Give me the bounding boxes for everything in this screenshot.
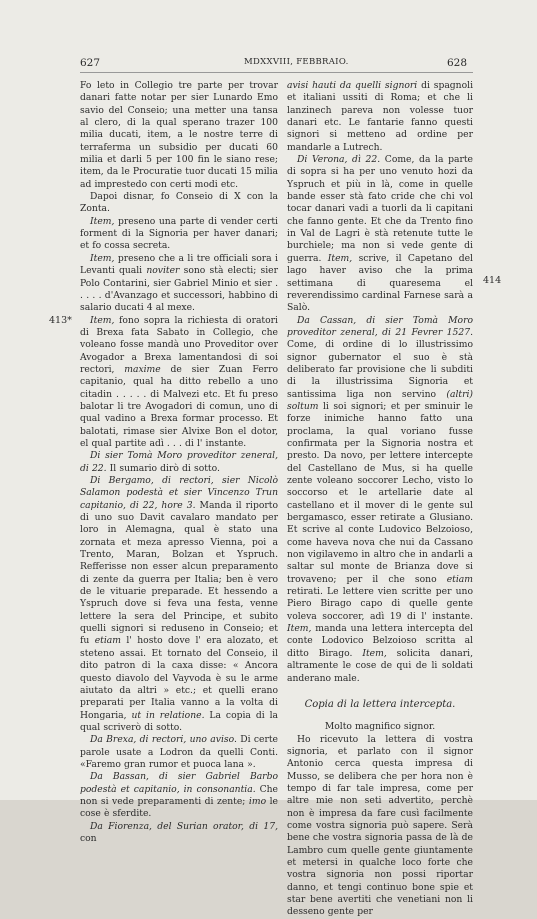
paragraph: Da Cassan, di sier Tomà Moro proveditor zeneral, di 21 Fevrer 1527. Come, di ordine di lo illustrissimo signor gubernator el suo è stà deliberato far provisione che li subditi di la illustrissima Signoria et santissima liga non servino (altri) soltum li soi signori; et per sminuir le forze inimiche hanno fatto una proclama, la qual voriano fusse confirmata per la Signoria nostra et presto. Da novo, per lettere intercepte del Castellano de Mus, si ha quelle zente voleano soccorer Lecho, visto lo soccorso et le artellarie date al castellano et il mover di le gente sul bergamasco, esser retirate a Glusiano. Et scrive al conte Ludovico Belzoioso, come haveva nova che nui da Cassano non vigilavemo in altro che in andarli a saltar sul monte de Brianza dove si trovaveno; per il che sono etiam retirati. Le lettere vien scritte per uno Piero Birago capo di quelle gente voleva soccorer, adì 19 di l' instante. Item, manda una lettera intercepta del conte Lodovico Belzoioso scritta al ditto Birago. Item, solicita danari, altramente le cose de qui de li soldati anderano male. — [287, 314, 473, 684]
paragraph: Item, fono sopra la richiesta di oratori di Brexa fata Sabato in Collegio, che voleano fosse mandà uno Proveditor over Avogador a Brexa lamentandosi di soi rectori, maxime de sier Zuan Ferro capitanio, qual ha ditto rebello a uno citadin . . . . . di Malvezi etc. Et fu preso balotar li tre Avogadori di comun, uno di qual vadino a Brexa formar processo. Et balotati, rimase sier Alvixe Bon el dotor, el qual partite adì . . . di l' instante. — [80, 314, 278, 449]
left-margin-note: 413* — [49, 315, 72, 326]
paragraph: Da Fiorenza, del Surian orator, di 17, con — [80, 820, 278, 844]
right-page-number: 628 — [447, 57, 468, 69]
paragraph: Item, preseno una parte di vender certi forment di la Signoria per haver danari; et fo cossa secreta. — [80, 215, 278, 252]
paragraph: Ho ricevuto la lettera di vostra signoria, et parlato con il signor Antonio cerca questa impresa di Musso, se delibera che per hora non è tempo di far tale impresa, come per altre mie non seti advertito, perchè non è impresa da fare cusì facilmente come vostra signoria può sapere. Serà bene che vostra signoria passa de là de Lambro cum quelle gente giuntamente et metersi in qualche loco forte che vostra signoria non possi riportar danno, et tengi continuo bone spie et star bene avertiti che venetiani non li desseno gente per — [287, 733, 473, 918]
right-margin-note: 414 — [483, 275, 502, 286]
running-title: MDXXVIII, FEBBRAIO. — [244, 57, 349, 67]
paragraph: Item, preseno che a li tre officiali sora i Levanti quali noviter sono stà electi; sier Polo Contarini, sier Gabriel Minio et sier . . . . . d'Avanzago et successori, habbino di salario ducati 4 al mexe. — [80, 252, 278, 314]
paragraph: Di sier Tomà Moro proveditor zeneral, di 22. Il sumario dirò di sotto. — [80, 450, 278, 474]
salutation: Molto magnifico signor. — [324, 721, 436, 733]
paragraph: Da Bassan, di sier Gabriel Barbo podestà et capitanio, in consonantia. Che non si vede preparamenti di zente; imo le cose è sferdite. — [80, 771, 278, 820]
header-rule — [80, 72, 473, 73]
paragraph: Di Bergamo, di rectori, sier Nicolò Salamon podestà et sier Vincenzo Trun capitanio, di 22, hore 3. Manda il riporto di uno suo Davit cavalaro mandato per loro in Alemagna, qual è stato una zornata et meza apresso Vienna, poi a Trento, Maran, Bolzan et Yspruch. Refferisse non esser alcun preparamento di zente da guerra per Italia; ben è vero de le vituarie preparade. Et hessendo a Yspruch dove si feva una festa, venne lettere la sera del Principe, et subito quelli signori si reduseno in Conseio; et fu etiam l' hosto dove l' era alozato, et steteno assai. Et tornato del Conseio, il dito patron di la caxa disse: « Ancora questo diavolo del Vayvoda è su le arme aiutato da altri » etc.; et quelli erano preparati per Italia vanno a la volta di Hongaria, ut in relatione. La copia di la qual scriverò di sotto. — [80, 475, 279, 733]
right-column — [287, 80, 473, 919]
letter-title: Copia di la lettera intercepta. — [304, 698, 456, 710]
paragraph: Fo leto in Collegio tre parte per trovar danari fatte notar per sier Lunardo Emo savio del Conseio; una metter una tansa al clero, di la qual sperano trazer 100 milia ducati, item, a le nostre terre di terraferma un subsidio per ducati 60 milia et darli 5 per 100 fin le siano rese; item, da le Procuratie tuor ducati 15 milia ad imprestedo con certi modi etc. — [80, 80, 278, 190]
paragraph: Da Brexa, di rectori, uno aviso. Di certe parole usate a Lodron da quelli Conti. «Faremo gran rumor et puoca lana ». — [80, 734, 278, 770]
paragraph: avisi hauti da quelli signori di spagnoli et italiani ussiti di Roma; et che li lanzinech pareva non volesse tuor danari etc. Le fantarie fanno questi signori si metteno ad ordine per mandarle a Lutrech. — [287, 80, 474, 153]
paragraph: Dapoi disnar, fo Conseio di X con la Zonta. — [80, 191, 278, 215]
left-column — [80, 80, 278, 845]
left-page-number: 627 — [80, 57, 101, 69]
paragraph: Di Verona, dì 22. Come, da la parte di sopra si ha per uno venuto hozi da Yspruch et più in là, come in quelle bande esser stà fato cride che chi vol tocar danari vadi a tuorli da li capitani che fanno gente. Et che da Trento fino in Val de Lagri è stà retenute tutte le burchiele; ma non si vede gente di guerra. Item, scrive, il Capetano del lago haver aviso che la prima settimana di quaresema el reverendissimo cardinal Farnese sarà a Salò. — [287, 154, 473, 314]
